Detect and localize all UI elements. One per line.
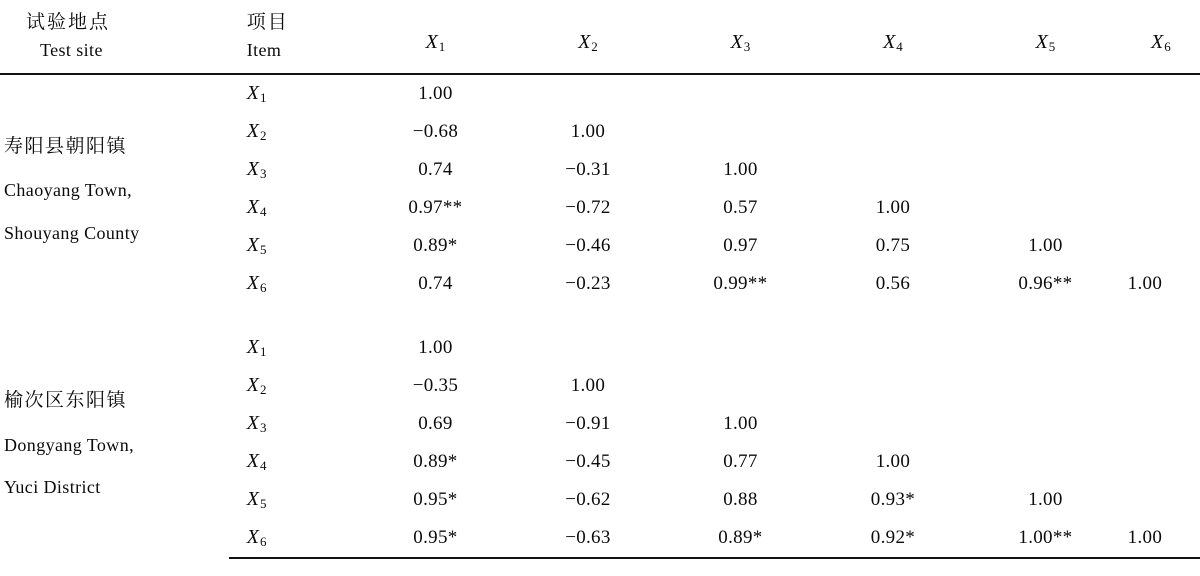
header-col-x5-sub: 5 <box>1048 38 1056 54</box>
cell-b1r6c5: 0.96** <box>1018 273 1073 295</box>
cell-b2r3c4 <box>817 405 970 443</box>
cell-b2r6c4: 0.92* <box>817 519 970 558</box>
cell-b1r2c4 <box>817 113 970 151</box>
row-item-b1r3-var: X <box>246 158 259 181</box>
header-col-x6-sub: 6 <box>1164 38 1171 54</box>
row-item-b1r6-var: X <box>246 272 259 295</box>
site-label-block-2 <box>0 329 229 558</box>
table-header-row <box>0 0 1200 74</box>
header-item-cn: 项目 <box>246 12 289 33</box>
row-item-b2r2-var: X <box>246 374 259 397</box>
cell-b1r2c6 <box>1122 113 1200 151</box>
row-item-b1r5-sub: 5 <box>259 242 267 258</box>
header-col-x4-sub: 4 <box>896 38 903 54</box>
cell-b2r6c2: −0.63 <box>512 519 665 558</box>
cell-b2r5c3: 0.88 <box>723 489 758 511</box>
site-label-block-1-en1: Chaoyang Town, <box>4 180 132 201</box>
cell-b2r6c3: 0.89* <box>664 519 817 558</box>
cell-b1r3c1: 0.74 <box>418 159 453 181</box>
cell-b2r1c1: 1.00 <box>418 337 453 359</box>
row-item-b2r6-sub: 6 <box>259 534 267 550</box>
block-separator-cell <box>229 303 359 329</box>
row-item-b1r4-sub: 4 <box>259 204 267 220</box>
row-item-b2r1-sub: 1 <box>259 344 267 360</box>
cell-b1r4c2: −0.72 <box>565 197 611 219</box>
header-col-x3-var: X <box>730 30 743 53</box>
row-item-b1r3-sub: 3 <box>259 166 267 182</box>
row-item-b1r6 <box>229 265 359 303</box>
site-label-block-1 <box>0 74 229 303</box>
header-col-x5-var: X <box>1035 30 1048 53</box>
cell-b1r4c4: 1.00 <box>875 197 911 219</box>
table-row <box>0 329 1200 367</box>
cell-b1r5c4: 0.75 <box>875 235 911 257</box>
cell-b1r5c1: 0.89* <box>413 235 458 257</box>
header-col-x2-sub: 2 <box>591 38 598 54</box>
cell-b1r3c2: −0.31 <box>565 159 611 181</box>
cell-b1r5c5: 1.00 <box>1028 235 1063 257</box>
header-col-x2 <box>512 0 665 74</box>
cell-b2r6c6: 1.00 <box>1122 519 1200 558</box>
header-col-x1-var: X <box>425 30 438 53</box>
row-item-b1r1-sub: 1 <box>259 90 267 106</box>
cell-b1r4c5 <box>969 189 1122 227</box>
cell-b2r1c6 <box>1122 329 1200 367</box>
cell-b2r6c5: 1.00** <box>969 519 1122 558</box>
cell-b1r4c1: 0.97** <box>408 197 463 219</box>
cell-b1r6c4: 0.56 <box>875 273 911 295</box>
row-item-b2r1-var: X <box>246 336 259 359</box>
cell-b2r3c2: −0.91 <box>565 413 611 435</box>
row-item-b2r3 <box>229 405 359 443</box>
row-item-b1r4 <box>229 189 359 227</box>
row-item-b2r4 <box>229 443 359 481</box>
cell-b2r5c1: 0.95* <box>413 489 458 511</box>
cell-b1r1c4 <box>817 74 970 113</box>
row-item-b2r2 <box>229 367 359 405</box>
row-item-b2r5-var: X <box>246 488 259 511</box>
block-separator-cell <box>817 303 970 329</box>
cell-b1r5c2: −0.46 <box>565 235 611 257</box>
header-col-x3-sub: 3 <box>743 38 751 54</box>
header-item-en: Item <box>246 40 282 61</box>
cell-b1r2c2: 1.00 <box>570 121 606 143</box>
row-item-b1r2-sub: 2 <box>259 128 267 144</box>
cell-b2r4c5 <box>969 443 1122 481</box>
block-separator-cell <box>359 303 512 329</box>
cell-b2r4c1: 0.89* <box>413 451 458 473</box>
cell-b2r3c1: 0.69 <box>418 413 453 435</box>
cell-b2r1c4 <box>817 329 970 367</box>
cell-b1r1c3 <box>664 74 817 113</box>
cell-b1r4c6 <box>1122 189 1200 227</box>
site-label-block-1-cn: 寿阳县朝阳镇 <box>4 135 128 157</box>
row-item-b1r3 <box>229 151 359 189</box>
header-test-site <box>0 0 229 74</box>
cell-b1r1c1: 1.00 <box>418 83 453 105</box>
row-item-b2r5 <box>229 481 359 519</box>
row-item-b1r5 <box>229 227 359 265</box>
header-col-x5 <box>969 0 1122 74</box>
row-item-b2r4-var: X <box>246 450 259 473</box>
table-row <box>0 74 1200 113</box>
cell-b2r1c3 <box>664 329 817 367</box>
header-col-x3 <box>664 0 817 74</box>
header-col-x2-var: X <box>578 30 591 53</box>
cell-b2r4c3: 0.77 <box>723 451 758 473</box>
cell-b2r2c5 <box>969 367 1122 405</box>
cell-b1r6c1: 0.74 <box>418 273 453 295</box>
cell-b1r3c4 <box>817 151 970 189</box>
cell-b1r4c3: 0.57 <box>723 197 758 219</box>
cell-b2r4c2: −0.45 <box>565 451 611 473</box>
header-col-x4 <box>817 0 970 74</box>
row-item-b2r5-sub: 5 <box>259 496 267 512</box>
cell-b1r5c3: 0.97 <box>723 235 758 257</box>
row-item-b2r2-sub: 2 <box>259 382 267 398</box>
row-item-b1r5-var: X <box>246 234 259 257</box>
site-label-block-2-en2: Yuci District <box>4 477 101 498</box>
cell-b1r2c1: −0.68 <box>412 121 459 143</box>
cell-b1r6c6: 1.00 <box>1127 273 1163 295</box>
cell-b2r3c6 <box>1122 405 1200 443</box>
row-item-b2r1 <box>229 329 359 367</box>
row-item-b1r6-sub: 6 <box>259 280 267 296</box>
header-item <box>229 0 359 74</box>
cell-b1r1c2 <box>512 74 665 113</box>
cell-b1r5c6 <box>1122 227 1200 265</box>
row-item-b1r1-var: X <box>246 82 259 105</box>
cell-b2r3c5 <box>969 405 1122 443</box>
row-item-b2r6-var: X <box>246 526 259 549</box>
site-label-block-2-cn: 榆次区东阳镇 <box>4 390 128 412</box>
block-separator-cell <box>969 303 1122 329</box>
cell-b1r3c5 <box>969 151 1122 189</box>
site-label-block-2-en1: Dongyang Town, <box>4 434 135 455</box>
header-col-x6 <box>1122 0 1200 74</box>
row-item-b1r4-var: X <box>246 196 259 219</box>
cell-b1r6c3: 0.99** <box>713 273 768 295</box>
cell-b1r3c6 <box>1122 151 1200 189</box>
block-separator <box>0 303 1200 329</box>
block-separator-cell <box>0 303 229 329</box>
cell-b1r1c5 <box>969 74 1122 113</box>
cell-b1r2c3 <box>664 113 817 151</box>
cell-b2r5c5: 1.00 <box>1028 489 1063 511</box>
cell-b2r1c5 <box>969 329 1122 367</box>
block-separator-cell <box>1122 303 1200 329</box>
row-item-b2r6 <box>229 519 359 558</box>
row-item-b2r3-sub: 3 <box>259 420 267 436</box>
cell-b2r6c1: 0.95* <box>359 519 512 558</box>
cell-b2r4c4: 1.00 <box>875 451 911 473</box>
row-item-b2r4-sub: 4 <box>259 458 267 474</box>
block-separator-cell <box>512 303 665 329</box>
block-separator-cell <box>664 303 817 329</box>
cell-b1r1c6 <box>1122 74 1200 113</box>
header-col-x1 <box>359 0 512 74</box>
cell-b2r5c2: −0.62 <box>565 489 611 511</box>
header-col-x4-var: X <box>883 30 896 53</box>
cell-b1r6c2: −0.23 <box>565 273 611 295</box>
row-item-b1r1 <box>229 74 359 113</box>
cell-b2r2c1: −0.35 <box>412 375 459 397</box>
cell-b2r4c6 <box>1122 443 1200 481</box>
cell-b2r5c4: 0.93* <box>870 489 916 511</box>
cell-b2r5c6 <box>1122 481 1200 519</box>
cell-b2r2c3 <box>664 367 817 405</box>
cell-b2r2c4 <box>817 367 970 405</box>
header-test-site-cn: 试验地点 <box>26 12 111 33</box>
cell-b2r2c6 <box>1122 367 1200 405</box>
cell-b2r3c3: 1.00 <box>723 413 758 435</box>
header-col-x6-var: X <box>1150 30 1164 53</box>
site-label-block-1-en2: Shouyang County <box>4 222 140 243</box>
row-item-b1r2 <box>229 113 359 151</box>
cell-b2r1c2 <box>512 329 665 367</box>
cell-b1r3c3: 1.00 <box>723 159 758 181</box>
header-test-site-en: Test site <box>40 40 103 61</box>
row-item-b1r2-var: X <box>246 120 259 143</box>
cell-b1r2c5 <box>969 113 1122 151</box>
cell-b2r2c2: 1.00 <box>570 375 606 397</box>
header-col-x1-sub: 1 <box>438 38 446 54</box>
row-item-b2r3-var: X <box>246 412 259 435</box>
